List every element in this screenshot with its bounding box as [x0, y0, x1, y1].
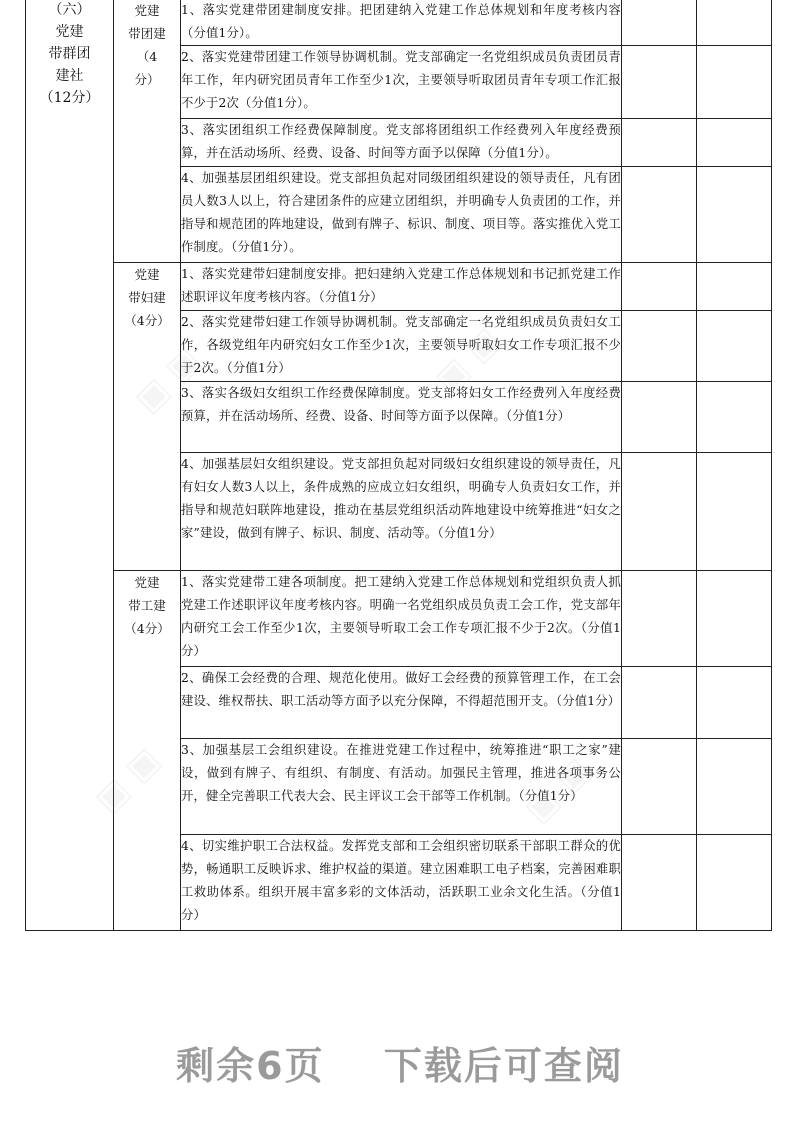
score-cell: [622, 0, 697, 46]
assessment-table: [25, 0, 772, 931]
score-cell: [622, 739, 697, 835]
item-text: 1、落实党建带妇建制度安排。把妇建纳入党建工作总体规划和书记抓党建工作述职评议年度考核内容。（分值1分）: [181, 263, 622, 311]
item-text: 4、切实维护职工合法权益。发挥党支部和工会组织密切联系干部职工群众的优势，畅通职工反映诉求、维护权益的渠道。建立困难职工电子档案，完善困难职工救助体系。组织开展丰富多彩的文体活动，活跃职工业余文化生活。（分值1分）: [181, 835, 622, 931]
remaining-pages-text: 剩余6页: [176, 1044, 325, 1088]
watermark: ▣ ▣: [126, 339, 209, 421]
item-text: 2、确保工会经费的合理、规范化使用。做好工会经费的预算管理工作，在工会建设、维权帮扶、职工活动等方面予以充分保障，不得超范围开支。（分值1分）: [181, 667, 622, 739]
score-cell: [622, 167, 697, 263]
watermark: ▣ ▣: [426, 319, 509, 401]
score-cell: [622, 453, 697, 571]
remark-cell: [697, 667, 772, 739]
remark-cell: [697, 571, 772, 667]
remark-cell: [697, 167, 772, 263]
subcategory-cell-gongjian: 党建 带工建 （4分）: [114, 571, 181, 931]
score-cell: [622, 263, 697, 311]
category-cell: （六） 党建 带群团 建社 （12分）: [26, 0, 114, 931]
remark-cell: [697, 382, 772, 453]
item-text: 4、加强基层妇女组织建设。党支部担负起对同级妇女组织建设的领导责任，凡有妇女人数3人以上，条件成熟的应成立妇女组织，明确专人负责妇女工作，并指导和规范妇联阵地建设，推动在基层党组织活动阵地建设中统筹推进“妇女之家”建设，做到有牌子、标识、制度、活动等。（分值1分）: [181, 453, 622, 571]
item-text: 2、落实党建带团建工作领导协调机制。党支部确定一名党组织成员负责团员青年工作，年内研究团员青年工作至少1次，主要领导听取团员青年专项工作汇报不少于2次（分值1分）。: [181, 46, 622, 119]
score-cell: [622, 571, 697, 667]
score-cell: [622, 667, 697, 739]
score-cell: [622, 382, 697, 453]
remark-cell: [697, 46, 772, 119]
subcategory-cell-fujian: 党建 带妇建 （4分）: [114, 263, 181, 571]
remark-cell: [697, 311, 772, 382]
download-banner[interactable]: [0, 1035, 800, 1090]
remark-cell: [697, 835, 772, 931]
score-cell: [622, 835, 697, 931]
remark-cell: [697, 453, 772, 571]
download-prompt-text: 下载后可查阅: [383, 1044, 624, 1088]
remark-cell: [697, 119, 772, 167]
table-row: [26, 263, 772, 311]
item-text: 3、落实各级妇女组织工作经费保障制度。党支部将妇女工作经费列入年度经费预算，并在活动场所、经费、设备、时间等方面予以保障。（分值1分）: [181, 382, 622, 453]
item-text: 1、落实党建带团建制度安排。把团建纳入党建工作总体规划和年度考核内容（分值1分）。: [181, 0, 622, 46]
item-text: 4、加强基层团组织建设。党支部担负起对同级团组织建设的领导责任，凡有团员人数3人以上，符合建团条件的应建立团组织，并明确专人负责团的工作，并指导和规范团的阵地建设，做到有牌子、标识、制度、项目等。落实推优入党工作制度。（分值1分）。: [181, 167, 622, 263]
score-cell: [622, 119, 697, 167]
item-text: 3、加强基层工会组织建设。在推进党建工作过程中，统筹推进“职工之家”建设，做到有牌子、有组织、有制度、有活动。加强民主管理，推进各项事务公开，健全完善职工代表大会、民主评议工会干部等工作机制。（分值1分）: [181, 739, 622, 835]
subcategory-cell-tuanjian: 党建 带团建 （4 分）: [114, 0, 181, 263]
item-text: 2、落实党建带妇建工作领导协调机制。党支部确定一名党组织成员负责妇女工作，各级党组年内研究妇女工作至少1次，主要领导听取妇女工作专项汇报不少于2次。（分值1分）: [181, 311, 622, 382]
table-row: [26, 571, 772, 667]
watermark: ▣ ▣: [516, 749, 599, 831]
table-row: [26, 0, 772, 46]
item-text: 3、落实团组织工作经费保障制度。党支部将团组织工作经费列入年度经费预算，并在活动场所、经费、设备、时间等方面予以保障（分值1分）。: [181, 119, 622, 167]
remark-cell: [697, 739, 772, 835]
score-cell: [622, 311, 697, 382]
score-cell: [622, 46, 697, 119]
watermark: ▣ ▣: [86, 739, 169, 821]
item-text: 1、落实党建带工建各项制度。把工建纳入党建工作总体规划和党组织负责人抓党建工作述职评议年度考核内容。明确一名党组织成员负责工会工作，党支部年内研究工会工作至少1次，主要领导听取工会工作专项汇报不少于2次。（分值1分）: [181, 571, 622, 667]
remark-cell: [697, 263, 772, 311]
remark-cell: [697, 0, 772, 46]
